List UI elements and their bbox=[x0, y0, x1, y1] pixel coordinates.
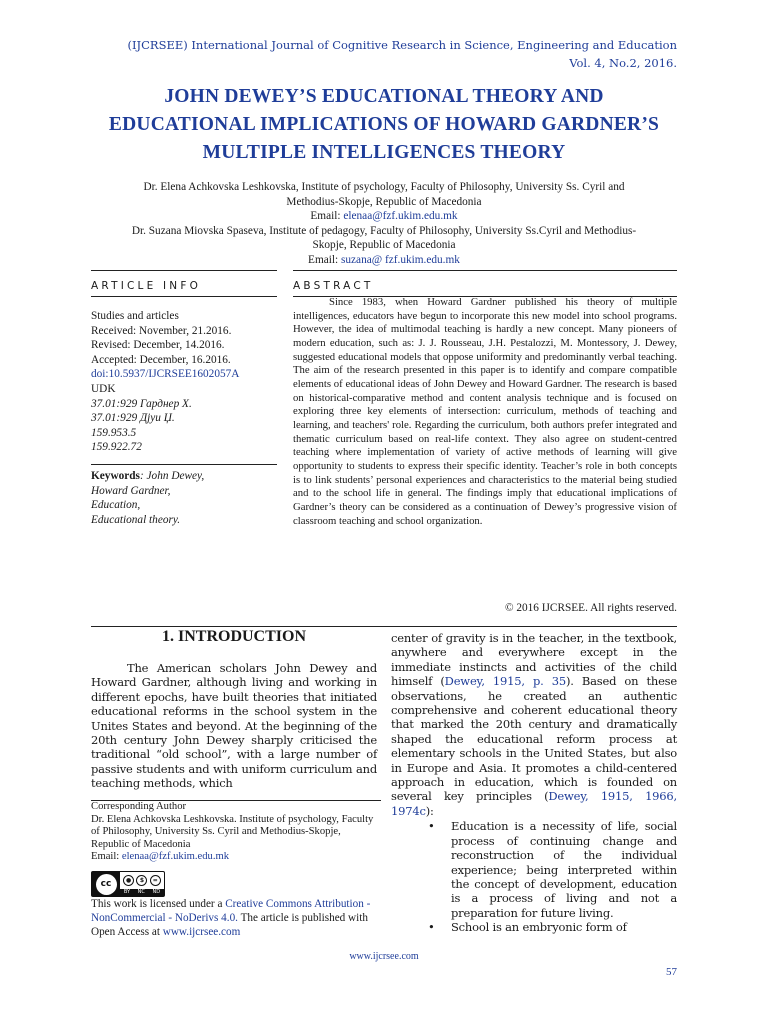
cc-condition-labels bbox=[120, 889, 164, 896]
keywords-line bbox=[91, 469, 281, 484]
creative-commons-badge[interactable] bbox=[91, 871, 165, 897]
cc-circle-icon: cc bbox=[96, 874, 117, 895]
corresponding-text: Dr. Elena Achkovska Leshkovska. Institute of psychology, Faculty of Philosophy, University Ss. Cyril and Methodius-Skopje, Republic of Macedonia bbox=[91, 813, 374, 850]
corresponding-email-link[interactable]: elenaa@fzf.ukim.edu.mk bbox=[121, 851, 230, 863]
udk-code: 37.01:929 Гарднер Х. bbox=[91, 397, 192, 410]
list-item: • Education is a necessity of life, social process of continuing change and reconstruction of the individual experience; being interpreted within the concept of development, education is a process of living and not a preparation for future living. bbox=[428, 819, 677, 920]
info-top-rule bbox=[91, 270, 277, 271]
cc-condition-icons bbox=[120, 872, 164, 889]
author-1-email-line: Email: elenaa@fzf.ukim.edu.mk bbox=[310, 210, 458, 222]
paper-title bbox=[60, 83, 708, 167]
author-2-affiliation: Dr. Suzana Miovska Spaseva, Institute of pedagogy, Faculty of Philosophy, University Ss.Cyril and Methodius- bbox=[131, 224, 637, 237]
title-line-3: MULTIPLE INTELLIGENCES THEORY bbox=[202, 142, 566, 163]
citation-link[interactable]: Dewey, 1915, p. 35 bbox=[444, 674, 566, 689]
cc-conditions bbox=[120, 872, 164, 896]
info-line: Accepted: December, 16.2016. bbox=[91, 353, 231, 366]
cc-label-by: BY bbox=[123, 889, 131, 895]
noncommercial-icon: $ bbox=[136, 875, 147, 886]
intro-right-column bbox=[391, 631, 677, 935]
udk-code: 159.953.5 bbox=[91, 426, 137, 439]
udk-label: UDK bbox=[91, 382, 116, 395]
license-link[interactable]: Creative Commons Attribution - NonCommercial - NoDerivs 4.0. bbox=[91, 898, 371, 925]
keywords-label: Keywords bbox=[91, 469, 140, 482]
keyword: Howard Gardner, bbox=[91, 484, 171, 497]
license-text: This work is licensed under a Creative Commons Attribution - NonCommercial - NoDerivs 4.0. The article is published with Open Access at www.ijcrsee.com bbox=[91, 898, 371, 939]
list-item: • School is an embryonic form of bbox=[428, 920, 627, 935]
section-heading-introduction: 1. INTRODUCTION bbox=[161, 628, 306, 645]
bullet-icon: • bbox=[428, 819, 435, 834]
info-line: Received: November, 21.2016. bbox=[91, 324, 232, 337]
attribution-icon: ● bbox=[123, 875, 134, 886]
article-info bbox=[91, 309, 281, 527]
footer-url[interactable]: www.ijcrsee.com bbox=[349, 951, 419, 962]
noderivs-icon: = bbox=[150, 875, 161, 886]
corresponding-author-note bbox=[91, 801, 381, 864]
abstract-text: Since 1983, when Howard Gardner published his theory of multiple intelligences, educators have begun to incorporate this new model into school programs. However, the idea of multimodal teaching is hardly a new concept. Many pioneers of modern education, such as: J. J. Rousseau, J.H. Pestalozzi, M. Montessory, J. Dewey, suggested educational models that oppose uniformity and predominantly verbal teaching. The aim of the research presented in this paper is to identify and compare compatible elements of educational ideas of John Dewey and Howard Gardner. The research is based on historical-comparative method and content analysis technique and is focused on exploring three key elements of intersection: curriculum, methods of teaching and learning, and teachers' role. Regarding the curriculum, both authors prefer integrated and thematic curriculum based on real-life context. They also agree on student-centred teaching where implementation of variety of active methods of learning will give opportunity to students to express their specific identity. Teacher’s role in both concepts is to link students’ personal experiences and characteristics to the material being studied and to the school life in general. The findings imply that educational implications of Gardner’s theory can be considered as a continuation of Dewey’s progressive vision of classroom teaching and school organization. bbox=[293, 296, 677, 527]
section-rule bbox=[91, 626, 677, 627]
abstract-body bbox=[293, 296, 677, 528]
spacer bbox=[91, 455, 281, 469]
title-line-1: JOHN DEWEY’S EDUCATIONAL THEORY AND bbox=[164, 86, 604, 107]
abstract-heading: ABSTRACT bbox=[293, 280, 374, 292]
intro-left-column bbox=[91, 661, 377, 791]
doi-link[interactable]: doi:10.5937/IJCRSEE1602057A bbox=[91, 368, 240, 381]
info-line: Studies and articles bbox=[91, 310, 179, 322]
author-1-affiliation-cont: Methodius-Skopje, Republic of Macedonia bbox=[286, 195, 482, 208]
title-line-2: EDUCATIONAL IMPLICATIONS OF HOWARD GARDNER’S bbox=[108, 114, 660, 135]
udk-code: 159.922.72 bbox=[91, 441, 142, 454]
keyword: Education, bbox=[91, 499, 141, 512]
article-info-heading: ARTICLE INFO bbox=[91, 280, 202, 292]
author-2-email-line: Email: suzana@ fzf.ukim.edu.mk bbox=[308, 253, 460, 266]
journal-name: (IJCRSEE) International Journal of Cognitive Research in Science, Engineering and Education bbox=[127, 38, 677, 52]
cc-label-nd: ND bbox=[152, 889, 161, 895]
author-block bbox=[88, 180, 680, 267]
principles-list bbox=[391, 819, 677, 934]
keyword: Educational theory. bbox=[91, 513, 181, 526]
journal-volume: Vol. 4, No.2, 2016. bbox=[569, 56, 677, 70]
author-1-affiliation: Dr. Elena Achkovska Leshkovska, Institute of psychology, Faculty of Philosophy, University Ss. Cyril and bbox=[143, 181, 625, 193]
author-2-affiliation-cont: Skopje, Republic of Macedonia bbox=[312, 239, 456, 251]
intro-paragraph-cont: center of gravity is in the teacher, in the textbook, anywhere and everywhere except in the immediate instincts and activities of the child himself (Dewey, 1915, p. 35). Based on these observations, he created an authentic comprehensive and coherent educational theory that marked the 20th century and dramatically shaped the educational reform process at elementary schools in the United States, but also in Europe and Asia. It promotes a child-centered approach in education, which is founded on several key principles (Dewey, 1915, 1966, 1974c): bbox=[391, 631, 677, 818]
intro-paragraph: The American scholars John Dewey and Howard Gardner, although living and working in different epochs, have built theories that initiated educational reforms in the school system in the Unites States and beyond. At the beginning of the 20th century John Dewey sharply criticised the traditional “old school”, with a large number of passive students and with uniform curriculum and teaching methods, which bbox=[91, 661, 377, 791]
corresponding-label: Corresponding Author bbox=[91, 801, 187, 812]
cc-logo-icon bbox=[92, 872, 120, 896]
author-1-email-link[interactable]: elenaa@fzf.ukim.edu.mk bbox=[343, 210, 458, 222]
page-number: 57 bbox=[666, 966, 677, 978]
abstract-top-rule bbox=[293, 270, 677, 271]
udk-code: 37.01:929 Дјуи Џ. bbox=[91, 412, 175, 425]
corresponding-email-line: Email: elenaa@fzf.ukim.edu.mk bbox=[91, 851, 230, 863]
keyword: : John Dewey, bbox=[139, 469, 205, 482]
info-sub-rule bbox=[91, 296, 277, 297]
journal-website-link[interactable]: www.ijcrsee.com bbox=[162, 926, 241, 939]
citation-link[interactable]: Dewey, 1915, 1966, 1974c bbox=[391, 789, 677, 818]
copyright-notice: © 2016 IJCRSEE. All rights reserved. bbox=[504, 602, 677, 614]
cc-label-nc: NC bbox=[137, 889, 145, 895]
author-2-email-link[interactable]: suzana@ fzf.ukim.edu.mk bbox=[341, 253, 460, 266]
info-line: Revised: December, 14.2016. bbox=[91, 339, 225, 352]
bullet-icon: • bbox=[428, 920, 435, 935]
